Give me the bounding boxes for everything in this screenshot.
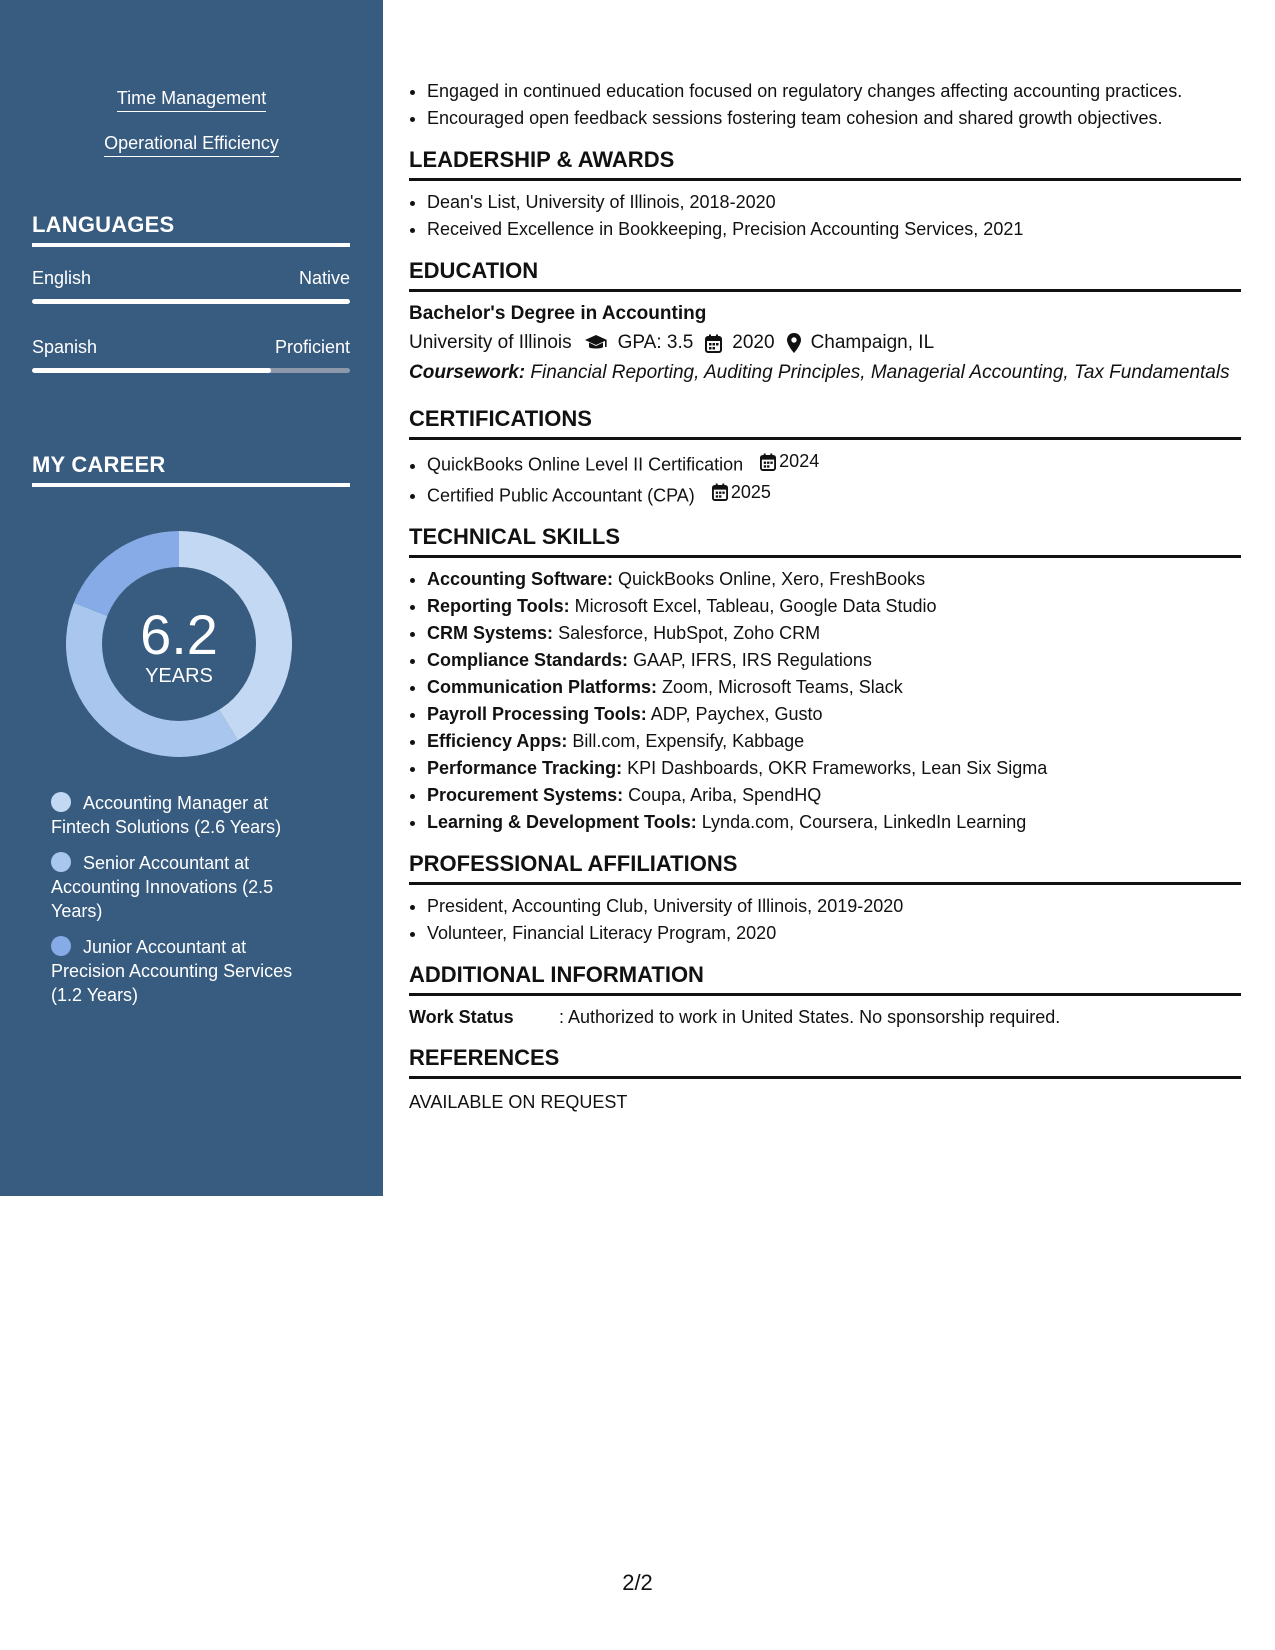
language-level: Proficient <box>274 337 350 357</box>
section-heading-additional-info: ADDITIONAL INFORMATION <box>409 961 1241 996</box>
work-status-label: Work Status <box>409 1007 514 1027</box>
section-heading-education: EDUCATION <box>409 257 1241 292</box>
list-item: • Dean's List, University of Illinois, 2018-2020 <box>427 189 1241 216</box>
section-heading-certifications: CERTIFICATIONS <box>409 405 1241 440</box>
certification-year: 2024 <box>760 448 819 475</box>
section-heading-leadership: LEADERSHIP & AWARDS <box>409 146 1241 181</box>
sidebar <box>0 0 383 1196</box>
references-text: AVAILABLE ON REQUEST <box>409 1092 628 1112</box>
language-bar-fill <box>32 368 271 373</box>
section-heading-affiliations: PROFESSIONAL AFFILIATIONS <box>409 850 1241 885</box>
career-item: Junior Accountant at Precision Accounting Services (1.2 Years) <box>51 937 293 1005</box>
list-item: • Accounting Software: QuickBooks Online, Xero, FreshBooks <box>427 566 1241 593</box>
graduation-year: 2020 <box>732 332 775 353</box>
leadership-list <box>409 189 1241 243</box>
list-item: • Performance Tracking: KPI Dashboards, OKR Frameworks, Lean Six Sigma <box>427 755 1241 782</box>
coursework <box>409 360 1241 385</box>
degree-title: Bachelor's Degree in Accounting <box>409 303 707 324</box>
graduation-cap-icon <box>584 334 608 352</box>
skill-tag: Time Management <box>0 88 383 109</box>
career-dot <box>51 792 71 812</box>
coursework-label: Coursework: <box>409 362 526 383</box>
list-item: • Compliance Standards: GAAP, IFRS, IRS Regulations <box>427 647 1241 674</box>
list-item: • Learning & Development Tools: Lynda.com, Coursera, LinkedIn Learning <box>427 809 1241 836</box>
language-level: Native <box>298 268 350 288</box>
certifications-list <box>409 448 1241 509</box>
language-bar-fill <box>32 299 350 304</box>
calendar-icon <box>712 483 728 501</box>
certification-name: QuickBooks Online Level II Certification <box>427 454 744 475</box>
work-status-row <box>409 1004 1241 1030</box>
list-item: • Engaged in continued education focused on regulatory changes affecting accounting practices. <box>427 78 1241 105</box>
certification-name: Certified Public Accountant (CPA) <box>427 485 695 505</box>
section-heading-references: REFERENCES <box>409 1044 1241 1079</box>
language-name: Spanish <box>32 337 98 357</box>
language-bar <box>32 368 350 373</box>
list-item: • Received Excellence in Bookkeeping, Precision Accounting Services, 2021 <box>427 216 1241 243</box>
affiliations-list <box>409 893 1241 947</box>
list-item: • Reporting Tools: Microsoft Excel, Tableau, Google Data Studio <box>427 593 1241 620</box>
career-heading: MY CAREER <box>32 452 350 487</box>
career-donut-chart <box>66 531 292 757</box>
language-row <box>32 337 350 358</box>
career-total-unit: YEARS <box>145 665 213 687</box>
calendar-icon <box>760 453 776 471</box>
certification-year: 2025 <box>712 479 771 506</box>
career-list <box>51 791 321 1019</box>
technical-skills-list <box>409 566 1241 836</box>
page-number: 2/2 <box>622 1570 653 1595</box>
list-item <box>427 479 1241 510</box>
map-pin-icon <box>787 333 801 353</box>
list-item <box>427 448 1241 479</box>
career-item: Senior Accountant at Accounting Innovations (2.5 Years) <box>51 853 274 921</box>
education-location: Champaign, IL <box>810 332 935 353</box>
section-heading-technical-skills: TECHNICAL SKILLS <box>409 523 1241 558</box>
career-dot <box>51 936 71 956</box>
skill-tag: Operational Efficiency <box>0 133 383 154</box>
school-name: University of Illinois <box>409 332 572 353</box>
gpa: GPA: 3.5 <box>617 332 694 353</box>
work-status-value: : Authorized to work in United States. No sponsorship required. <box>559 1007 1061 1027</box>
career-dot <box>51 852 71 872</box>
coursework-text: Financial Reporting, Auditing Principles, Managerial Accounting, Tax Fundamentals <box>530 362 1230 383</box>
list-item: • Payroll Processing Tools: ADP, Paychex, Gusto <box>427 701 1241 728</box>
intro-bullets <box>409 78 1241 132</box>
list-item: • Communication Platforms: Zoom, Microsoft Teams, Slack <box>427 674 1241 701</box>
list-item: • Efficiency Apps: Bill.com, Expensify, Kabbage <box>427 728 1241 755</box>
calendar-icon <box>705 334 722 353</box>
education-details <box>409 328 1241 358</box>
main-content <box>409 78 1241 1115</box>
list-item: • Procurement Systems: Coupa, Ariba, SpendHQ <box>427 782 1241 809</box>
languages-heading: LANGUAGES <box>32 212 350 247</box>
list-item: • Encouraged open feedback sessions fostering team cohesion and shared growth objectives. <box>427 105 1241 132</box>
list-item: • CRM Systems: Salesforce, HubSpot, Zoho CRM <box>427 620 1241 647</box>
language-bar <box>32 299 350 304</box>
career-item: Accounting Manager at Fintech Solutions (2.6 Years) <box>51 793 282 837</box>
career-total-value: 6.2 <box>140 603 218 666</box>
language-row <box>32 268 350 289</box>
list-item: • President, Accounting Club, University of Illinois, 2019-2020 <box>427 893 1241 920</box>
language-name: English <box>32 268 92 288</box>
list-item: • Volunteer, Financial Literacy Program, 2020 <box>427 920 1241 947</box>
